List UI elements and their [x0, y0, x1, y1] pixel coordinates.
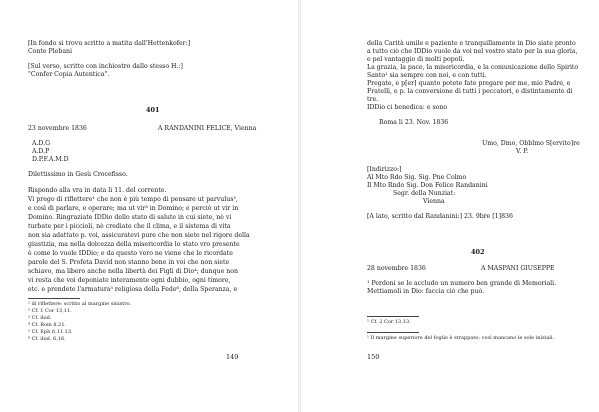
- body-line: tre.: [367, 96, 379, 103]
- body-line: e così di parlare, e operare; ma ut vir³ in Domino; e perciò ut vir in: [28, 205, 239, 212]
- left-page: [0, 0, 298, 412]
- letter-recipient: A MASPANI GIUSEPPE: [481, 265, 555, 272]
- body-line: è come lo vuole IDDio; e da questo vero ne viene che le ricordate: [28, 250, 233, 257]
- address-line: Il Mto Rndo Sig. Don Felice Randanini: [367, 182, 488, 189]
- body-line: IDDio ci benedica: e sono: [367, 104, 448, 111]
- motto-line: A.D.G: [32, 140, 51, 147]
- side-note: [A lato, scritto dal Randanini:] 23. 9bre [1]836: [367, 213, 513, 220]
- closing-formula: Umo, Dmo, Obblmo S[ervito]re: [482, 140, 580, 147]
- footnote: ¹ di riflettere: scritto al margine sinistro.: [28, 301, 132, 307]
- page-number: 149: [226, 353, 239, 361]
- address-line: Al Mto Rdo Sig. Sig. Pne Colmo: [367, 174, 467, 181]
- footnote-rule: [28, 298, 80, 299]
- body-line: La grazia, la pace, la misericordia, e la comunicazione dello Spirito: [367, 64, 579, 71]
- body-line: schiavo, ma libero anche nella libertà dei Figli di Dio⁴; dunque non: [28, 268, 238, 275]
- body-line: Santo¹ sia sempre con noi, e con tutti.: [367, 72, 487, 79]
- body-line: non sia adattato p. voi, assicuratevi pure che non siete nel rigore della: [28, 232, 250, 239]
- body-line: parole del S. Profeta David non stanno bene in voi che non siete: [28, 259, 230, 266]
- address-label: [Indirizzo:]: [367, 166, 402, 173]
- letter-date: 28 novembre 1836: [367, 265, 426, 272]
- motto-line: D.P.F.A.M.D: [32, 156, 69, 163]
- letter-number-401: 401: [146, 106, 160, 114]
- footnote: ² Cf. 1 Cor 13,11.: [28, 308, 72, 314]
- note-hettenkofer: [In fondo si trovu scritto a matita dall'Hettenkofer:]: [28, 40, 191, 47]
- body-line: Domino. Ringraziate IDDio dello stato di salute in cui siete, nè vi: [28, 214, 232, 221]
- footnote: ¹ Il margine superiore del foglio è strappato; così mancano le sole iniziali.: [367, 335, 555, 341]
- place-date: Roma li 23. Nov. 1836: [379, 119, 449, 126]
- closing-initials: V. P.: [516, 148, 529, 155]
- footnote: ⁵ Cf. Eph 6,11.13.: [28, 329, 73, 335]
- body-line: della Carità umile e paziente e tranquillamente in Dio siate pronto: [367, 40, 576, 47]
- body-line: etc. e prendete l'armatura⁵ religiosa della Fede⁶, della Speranza, e: [28, 286, 238, 293]
- body-line: vi resta che voi deponiate interamente ogni dubbio, ogni timore,: [28, 277, 231, 284]
- page-number: 150: [367, 353, 380, 361]
- confer-copia: "Confer Copia Autentica".: [28, 71, 110, 78]
- footnote: ³ Cf. ibid.: [28, 315, 52, 321]
- body-line: Mettiamoli in Dio: faccia ciò che può.: [367, 288, 485, 295]
- address-line: Segr. della Nunziat:: [393, 190, 456, 197]
- footnote: ¹ Cf. 2 Cor 13,13.: [367, 319, 411, 325]
- motto-line: A.D.P: [32, 148, 50, 155]
- body-line: Vi prego di riflettere¹ che non è più tempo di pensare ut parvulus²,: [28, 196, 238, 203]
- letter-number-402: 402: [471, 248, 485, 256]
- letter-date: 23 novembre 1836: [28, 125, 87, 132]
- body-line: Fratelli, e p. la conversione di tutti i peccatori, e distintamente di: [367, 88, 573, 95]
- letter-recipient: A RANDANINI FELICE, Vienna: [158, 125, 257, 132]
- conte-plebani: Conte Plebani: [28, 48, 72, 55]
- body-line: a tutto ciò che IDDio vuole da voi nel vostro stato per la sua gloria,: [367, 48, 578, 55]
- salutation: Dilettissimo in Gesù Crocefisso.: [28, 171, 128, 178]
- body-line: Pregate, e p[er] quanto potete fate pregare per me, mio Padre, e: [367, 80, 571, 87]
- body-line: ¹ Perdoni se le accludo un numero ben grande di Memoriali.: [367, 280, 557, 287]
- body-line: e pel vantaggio di molti popoli.: [367, 56, 465, 63]
- footnote-rule: [367, 316, 419, 317]
- body-line: giustizia, ma nella dolcezza della misericordia lo stato vro presente: [28, 241, 240, 248]
- body-line: turbate per i piccioli, nè crediate che il clima, e il sistema di vita: [28, 223, 231, 230]
- body-line: Rispondo alla vra in data li 11. del corrente.: [28, 187, 167, 194]
- footnote-rule: [367, 332, 419, 333]
- footnote: ⁴ Cf. Rom 8,21.: [28, 322, 67, 328]
- address-line: Vienna: [423, 198, 445, 205]
- footnote: ⁶ Cf. ibid. 6,16.: [28, 336, 66, 342]
- right-page: [301, 0, 599, 412]
- note-verso: [Sul verso, scritto con inchiostro dallo stesso H.:]: [28, 63, 183, 70]
